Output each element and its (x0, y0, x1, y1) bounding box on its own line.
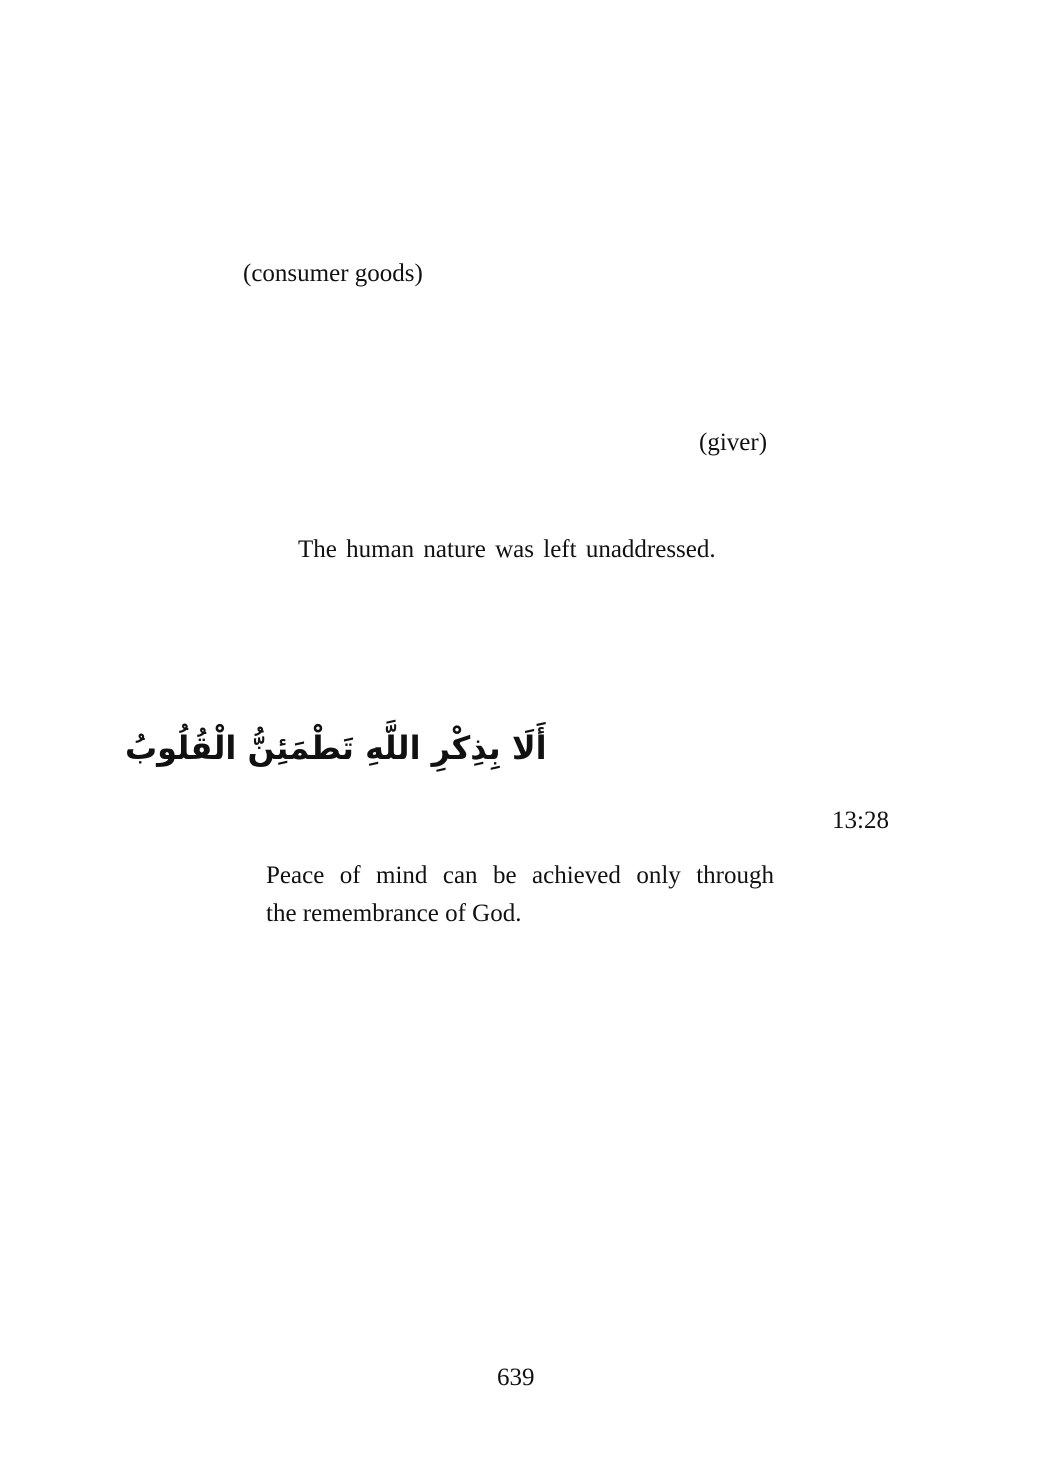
page-number: 639 (497, 1364, 535, 1391)
giver-text: (giver) (699, 429, 768, 456)
translation-quote (266, 857, 774, 933)
arabic-verse: أَلَا بِذِكْرِ اللَّهِ تَطْمَئِنُّ الْقُلُوبُ (125, 729, 547, 767)
translation-quote-line-2: the remembrance of God. (266, 900, 522, 927)
human-nature-sentence: The human nature was left unaddressed. (298, 536, 716, 563)
verse-reference: 13:28 (832, 807, 889, 834)
consumer-goods-text: (consumer goods) (243, 260, 423, 287)
translation-quote-line-1: Peace of mind can be achieved only through (266, 862, 774, 889)
